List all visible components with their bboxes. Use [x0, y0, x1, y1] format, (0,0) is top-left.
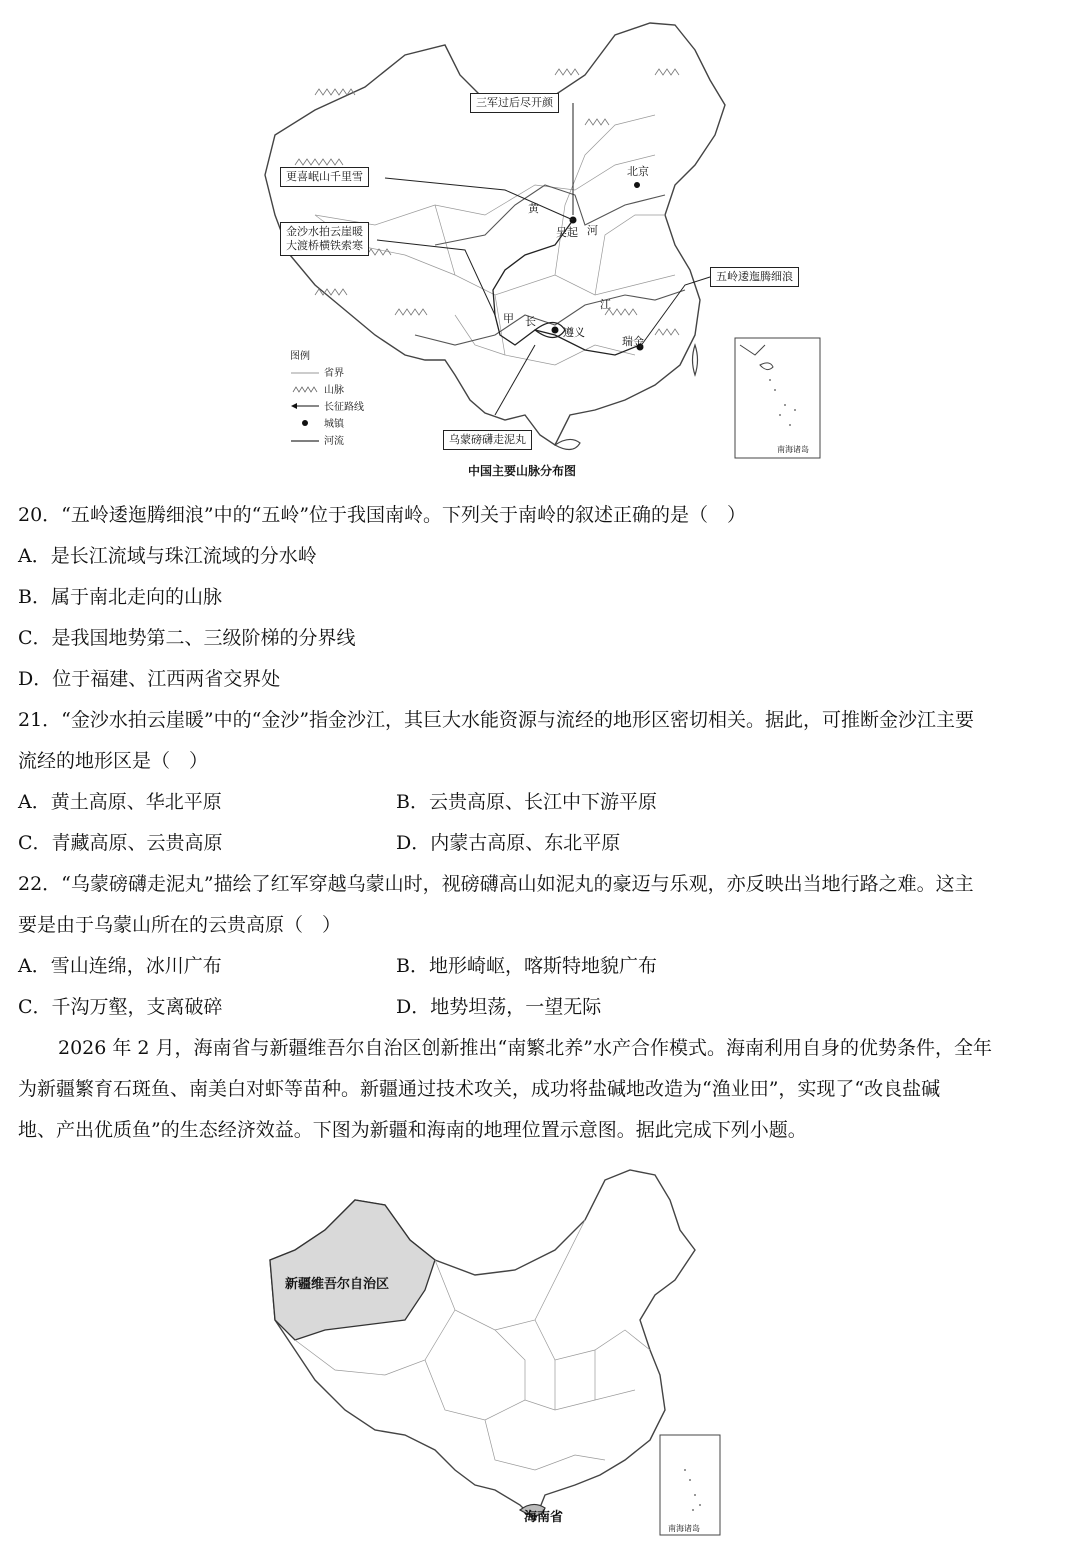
- q22-stem-line2: 要是由于乌蒙山所在的云贵高原（ ）: [18, 914, 342, 936]
- inset-label-2: 南海诸岛: [668, 1524, 700, 1533]
- leader-3: [377, 240, 495, 315]
- leader-4: [640, 277, 710, 347]
- legend-title: 图例: [290, 351, 310, 362]
- legend-row: [290, 365, 364, 382]
- label-ruijin: 瑞金: [622, 335, 644, 348]
- q21-stem-line1: 21．“金沙水拍云崖暖”中的“金沙”指金沙江，其巨大水能资源与流经的地形区密切相关。据此，可推断金沙江主要: [18, 709, 975, 731]
- legend-row: [290, 416, 364, 433]
- q21-stem-line2: 流经的地形区是（ ）: [18, 750, 209, 772]
- zunyi-marker: [552, 327, 559, 334]
- legend-label: 城镇: [324, 419, 344, 430]
- town-dot-icon: [290, 416, 320, 433]
- legend-label: 山脉: [324, 385, 344, 396]
- map-legend: [290, 348, 364, 450]
- passage-line2: 为新疆繁育石斑鱼、南美白对虾等苗种。新疆通过技术攻关，成功将盐碱地改造为“渔业田”，实现了“改良盐碱: [18, 1078, 941, 1100]
- q21-option-d: D．内蒙古高原、东北平原: [396, 832, 621, 854]
- leader-5: [495, 345, 535, 415]
- legend-label: 河流: [324, 436, 344, 447]
- yellow-river: [435, 185, 665, 245]
- route-arrow-icon: [290, 399, 320, 416]
- nanhai-inset: [735, 338, 820, 458]
- label-chang: 长: [525, 315, 536, 328]
- label-hainan: 海南省: [524, 1510, 564, 1525]
- legend-label: 长征路线: [324, 402, 364, 413]
- province-border-symbol: [290, 365, 320, 382]
- legend-row: [290, 433, 364, 450]
- callout-wuling: 五岭逶迤腾细浪: [710, 267, 799, 287]
- callout-jinsha-line2: 大渡桥横铁索寒: [286, 239, 363, 252]
- label-jiang: 江: [600, 298, 611, 311]
- callout-wumeng: 乌蒙磅礴走泥丸: [443, 430, 532, 450]
- q22-option-d: D．地势坦荡，一望无际: [396, 996, 602, 1018]
- legend-row: [290, 399, 364, 416]
- q20-option-b: B．属于南北走向的山脉: [18, 586, 222, 608]
- label-xinjiang: 新疆维吾尔自治区: [285, 1277, 390, 1292]
- river-symbol: [290, 433, 320, 450]
- passage-line1: 2026 年 2 月，海南省与新疆维吾尔自治区创新推出“南繁北养”水产合作模式。海南利用自身的优势条件，全年: [58, 1037, 992, 1059]
- q22-option-a: A．雪山连绵，冰川广布: [18, 955, 222, 977]
- q22-option-b: B．地形崎岖，喀斯特地貌广布: [396, 955, 657, 977]
- q21-option-b: B．云贵高原、长江中下游平原: [396, 791, 657, 813]
- q22-option-c: C．千沟万壑，支离破碎: [18, 996, 223, 1018]
- q21-option-c: C．青藏高原、云贵高原: [18, 832, 223, 854]
- passage-line3: 地、产出优质鱼”的生态经济效益。下图为新疆和海南的地理位置示意图。据此完成下列小题。: [18, 1119, 807, 1141]
- mountain-symbol: [290, 382, 320, 399]
- q22-stem-line1: 22．“乌蒙磅礴走泥丸”描绘了红军穿越乌蒙山时，视磅礴高山如泥丸的豪迈与乐观，亦反映出当地行路之难。这主: [18, 873, 974, 895]
- q20-stem: 20．“五岭逶迤腾细浪”中的“五岭”位于我国南岭。下列关于南岭的叙述正确的是（ ）: [18, 504, 747, 526]
- label-beijing: 北京: [627, 165, 649, 178]
- beijing-marker: [634, 182, 640, 188]
- label-he: 河: [587, 224, 598, 237]
- callout-jinsha: [280, 222, 369, 256]
- inset-label-1: 南海诸岛: [777, 445, 809, 454]
- legend-label: 省界: [324, 368, 344, 379]
- q20-option-d: D．位于福建、江西两省交界处: [18, 668, 281, 690]
- q20-option-a: A．是长江流域与珠江流域的分水岭: [18, 545, 317, 567]
- label-huang: 黄: [528, 202, 539, 215]
- q20-option-c: C．是我国地势第二、三级阶梯的分界线: [18, 627, 356, 649]
- legend-row: [290, 382, 364, 399]
- callout-jinsha-line1: 金沙水拍云崖暖: [286, 225, 363, 238]
- xinjiang-hainan-map: [255, 1160, 725, 1540]
- callout-minshan: 更喜岷山千里雪: [280, 167, 369, 187]
- map-caption: 中国主要山脉分布图: [468, 464, 577, 478]
- callout-sanjun: 三军过后尽开颜: [470, 93, 559, 113]
- q21-option-a: A．黄土高原、华北平原: [18, 791, 222, 813]
- label-wuqi: 吴起: [556, 226, 578, 239]
- label-jia: 甲: [503, 312, 514, 325]
- label-zunyi: 遵义: [563, 326, 585, 339]
- nanhai-inset-2: [660, 1435, 720, 1535]
